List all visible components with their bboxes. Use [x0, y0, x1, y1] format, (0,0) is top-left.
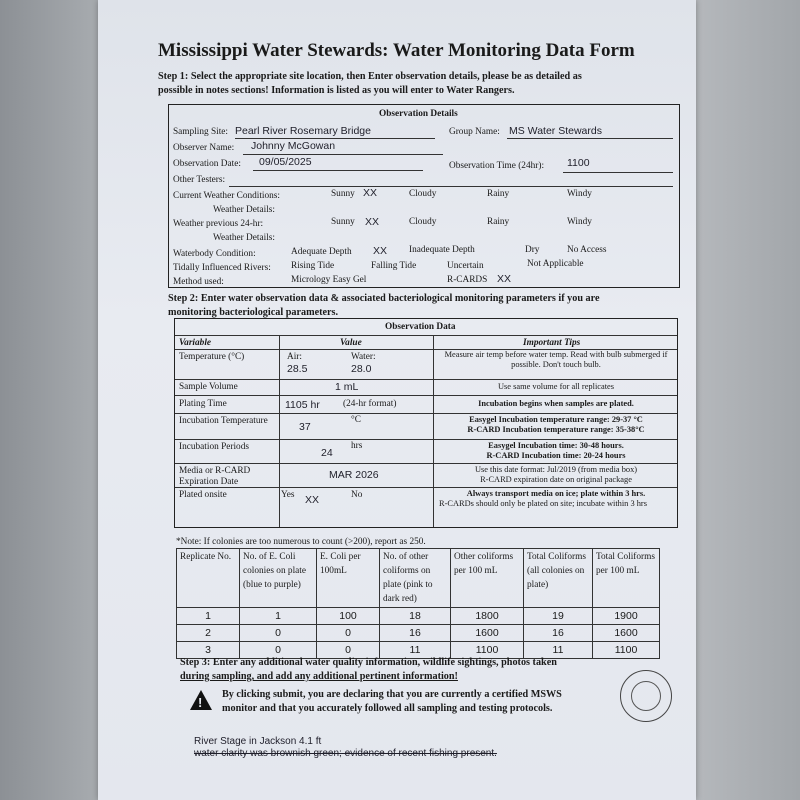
- observation-details-box: [168, 104, 680, 288]
- col-tips: Important Tips: [523, 338, 581, 348]
- plating-time-tip: Incubation begins when samples are plated.: [478, 399, 634, 408]
- current-weather-rainy[interactable]: Rainy: [487, 189, 510, 199]
- incubation-periods-label: Incubation Periods: [179, 442, 249, 452]
- temperature-tip: Measure air temp before water temp. Read with bulb submerged if possible. Don't touch bulb.: [444, 350, 668, 369]
- note-text: *Note: If colonies are too numerous to count (>200), report as 250.: [176, 537, 426, 547]
- current-weather-cloudy[interactable]: Cloudy: [409, 189, 437, 199]
- waterbody-mark: XX: [373, 245, 388, 257]
- weather-prev-rainy[interactable]: Rainy: [487, 217, 510, 227]
- tidal-falling[interactable]: Falling Tide: [371, 261, 417, 271]
- step2-instructions: [168, 292, 688, 320]
- plated-no[interactable]: No: [351, 490, 363, 500]
- form-paper: [98, 0, 696, 800]
- current-weather-windy[interactable]: Windy: [567, 189, 592, 199]
- tidal-rising[interactable]: Rising Tide: [291, 261, 335, 271]
- form-title: Mississippi Water Stewards: Water Monitoring Data Form: [158, 40, 635, 61]
- waterbody-dry[interactable]: Dry: [525, 245, 540, 255]
- weather-prev-sunny[interactable]: Sunny: [331, 217, 355, 227]
- plated-onsite-label: Plated onsite: [179, 490, 227, 500]
- other-testers-label: Other Testers:: [173, 175, 226, 185]
- plating-time-label: Plating Time: [179, 399, 227, 409]
- row3-other[interactable]: 11: [380, 642, 451, 659]
- row2-other[interactable]: 16: [380, 625, 451, 642]
- incubation-periods-tip2: R-CARD Incubation time: 20-24 hours: [486, 451, 626, 460]
- observer-name-label: Observer Name:: [173, 143, 235, 153]
- row3-other-100ml[interactable]: 1100: [451, 642, 524, 659]
- sampling-site-field[interactable]: Pearl River Rosemary Bridge: [235, 125, 371, 137]
- group-name-field[interactable]: MS Water Stewards: [509, 125, 602, 137]
- waterbody-adequate[interactable]: Adequate Depth: [291, 247, 352, 257]
- incubation-temp-field[interactable]: 37: [299, 421, 311, 433]
- water-label: Water:: [351, 352, 376, 362]
- row1-ecoli[interactable]: 1: [240, 608, 317, 625]
- row2-ecoli-100ml[interactable]: 0: [317, 625, 380, 642]
- sample-volume-label: Sample Volume: [179, 382, 238, 392]
- step2-line1: Step 2: Enter water observation data & associated bacteriological monitoring parameters if you are: [168, 293, 600, 304]
- header-ecoli-per-100ml: E. Coli per 100mL: [317, 549, 380, 608]
- weather-details2-label: Weather Details:: [213, 233, 275, 243]
- row3-total-100ml[interactable]: 1100: [593, 642, 660, 659]
- plating-time-field[interactable]: 1105 hr: [285, 399, 320, 411]
- media-label: Media or R-CARD Expiration Date: [179, 466, 251, 487]
- step3-instructions: [180, 656, 620, 684]
- group-name-label: Group Name:: [449, 127, 500, 137]
- media-tip1: Use this date format: Jul/2019 (from media box): [474, 465, 638, 474]
- step3-line1: Step 3: Enter any additional water quality information, wildlife sightings, photos taken: [180, 657, 557, 668]
- media-expiration-field[interactable]: MAR 2026: [329, 469, 379, 481]
- incubation-temp-tip2: R-CARD Incubation temperature range: 35-38°C: [467, 425, 645, 434]
- row3-total[interactable]: 11: [524, 642, 593, 659]
- sample-volume-tip: Use same volume for all replicates: [497, 382, 615, 391]
- incubation-periods-tip1: Easygel Incubation time: 30-48 hours.: [488, 441, 624, 450]
- step1-line2: possible in notes sections! Information is listed as you will enter to Water Rangers.: [158, 85, 515, 96]
- weather-prev-cloudy[interactable]: Cloudy: [409, 217, 437, 227]
- waterbody-no-access[interactable]: No Access: [567, 245, 607, 255]
- incubation-temp-label: Incubation Temperature: [179, 416, 268, 426]
- step2-line2: monitoring bacteriological parameters.: [168, 307, 339, 318]
- air-label: Air:: [287, 352, 302, 362]
- header-other-per-100ml: Other coliforms per 100 mL: [451, 549, 524, 608]
- weather-prev-label: Weather previous 24-hr:: [173, 219, 264, 229]
- header-total-coliforms: Total Coliforms (all colonies on plate): [524, 549, 593, 608]
- header-other-coliforms: No. of other coliforms on plate (pink to dark red): [380, 549, 451, 608]
- incubation-periods-field[interactable]: 24: [321, 447, 333, 459]
- tidal-uncertain[interactable]: Uncertain: [447, 261, 484, 271]
- plating-time-format: (24-hr format): [343, 399, 397, 409]
- tidal-not-applicable[interactable]: Not Applicable: [527, 259, 584, 269]
- col-variable: Variable: [179, 338, 212, 348]
- notes-line2[interactable]: water clarity was brownish green; evidence of recent fishing present.: [194, 748, 497, 759]
- sampling-site-label: Sampling Site:: [173, 127, 229, 137]
- observation-data-header: Observation Data: [385, 322, 456, 332]
- table-row: [177, 625, 660, 642]
- observation-details-header: Observation Details: [379, 109, 458, 119]
- warning-line1: By clicking submit, you are declaring that you are currently a certified MSWS: [222, 689, 562, 700]
- row2-total-100ml[interactable]: 1600: [593, 625, 660, 642]
- row2-replicate: 2: [177, 625, 240, 642]
- background-right: [690, 0, 800, 800]
- seal-inner-ring: [631, 681, 661, 711]
- warning-line2: monitor and that you accurately followed all sampling and testing protocols.: [222, 703, 553, 714]
- current-weather-mark: XX: [363, 187, 378, 199]
- col-value: Value: [340, 338, 362, 348]
- weather-prev-mark: XX: [365, 216, 380, 228]
- certification-warning: [222, 688, 622, 716]
- temperature-label: Temperature (°C): [179, 352, 245, 362]
- method-easygel[interactable]: Micrology Easy Gel: [291, 275, 367, 285]
- observation-time-field[interactable]: 1100: [567, 157, 590, 169]
- row1-other-100ml[interactable]: 1800: [451, 608, 524, 625]
- row2-other-100ml[interactable]: 1600: [451, 625, 524, 642]
- observation-data-box: [174, 318, 678, 528]
- incubation-periods-unit: hrs: [351, 441, 363, 451]
- observation-date-field[interactable]: 09/05/2025: [259, 156, 312, 168]
- row1-replicate: 1: [177, 608, 240, 625]
- incubation-temp-unit: °C: [351, 415, 361, 425]
- header-total-per-100ml: Total Coliforms per 100 mL: [593, 549, 660, 608]
- notes-line1[interactable]: River Stage in Jackson 4.1 ft: [194, 736, 322, 747]
- waterbody-label: Waterbody Condition:: [173, 249, 256, 259]
- row1-total-100ml[interactable]: 1900: [593, 608, 660, 625]
- replicate-header-row: [177, 549, 660, 608]
- header-ecoli-colonies: No. of E. Coli colonies on plate (blue to purple): [240, 549, 317, 608]
- tidal-label: Tidally Influenced Rivers:: [173, 263, 271, 273]
- water-temp-field[interactable]: 28.0: [351, 363, 372, 375]
- plated-tip2: R-CARDs should only be plated on site; incubate within 3 hrs: [439, 499, 647, 508]
- step1-instructions: [158, 70, 678, 98]
- sample-volume-field[interactable]: 1 mL: [335, 381, 359, 393]
- replicate-table: [176, 548, 660, 659]
- msws-seal-logo: [620, 670, 672, 722]
- method-mark: XX: [497, 273, 512, 285]
- step1-line1: Step 1: Select the appropriate site location, then Enter observation details, please be as detailed as: [158, 71, 582, 82]
- warning-mark-icon: !: [198, 695, 203, 710]
- row1-other[interactable]: 18: [380, 608, 451, 625]
- plated-yes[interactable]: Yes: [281, 490, 295, 500]
- weather-details-label: Weather Details:: [213, 205, 275, 215]
- row1-total[interactable]: 19: [524, 608, 593, 625]
- air-temp-field[interactable]: 28.5: [287, 363, 308, 375]
- plated-tip1: Always transport media on ice; plate within 3 hrs.: [466, 489, 646, 498]
- media-tip2: R-CARD expiration date on original package: [480, 475, 632, 484]
- row3-ecoli[interactable]: 0: [240, 642, 317, 659]
- background-left: [0, 0, 100, 800]
- step3-line2: during sampling, and add any additional pertinent information!: [180, 671, 458, 682]
- observer-name-field[interactable]: Johnny McGowan: [251, 140, 336, 152]
- row1-ecoli-100ml[interactable]: 100: [317, 608, 380, 625]
- row2-total[interactable]: 16: [524, 625, 593, 642]
- header-replicate: Replicate No.: [177, 549, 240, 608]
- current-weather-sunny[interactable]: Sunny: [331, 189, 355, 199]
- observation-date-label: Observation Date:: [173, 159, 241, 169]
- row2-ecoli[interactable]: 0: [240, 625, 317, 642]
- method-label: Method used:: [173, 277, 224, 287]
- row3-replicate: 3: [177, 642, 240, 659]
- waterbody-inadequate[interactable]: Inadequate Depth: [409, 245, 475, 255]
- row3-ecoli-100ml[interactable]: 0: [317, 642, 380, 659]
- method-rcards[interactable]: R-CARDS: [447, 275, 488, 285]
- incubation-temp-tip1: Easygel Incubation temperature range: 29-37 °C: [469, 415, 643, 424]
- plated-mark: XX: [305, 494, 320, 506]
- weather-prev-windy[interactable]: Windy: [567, 217, 592, 227]
- observation-time-label: Observation Time (24hr):: [449, 161, 545, 171]
- current-weather-label: Current Weather Conditions:: [173, 191, 281, 201]
- table-row: [177, 608, 660, 625]
